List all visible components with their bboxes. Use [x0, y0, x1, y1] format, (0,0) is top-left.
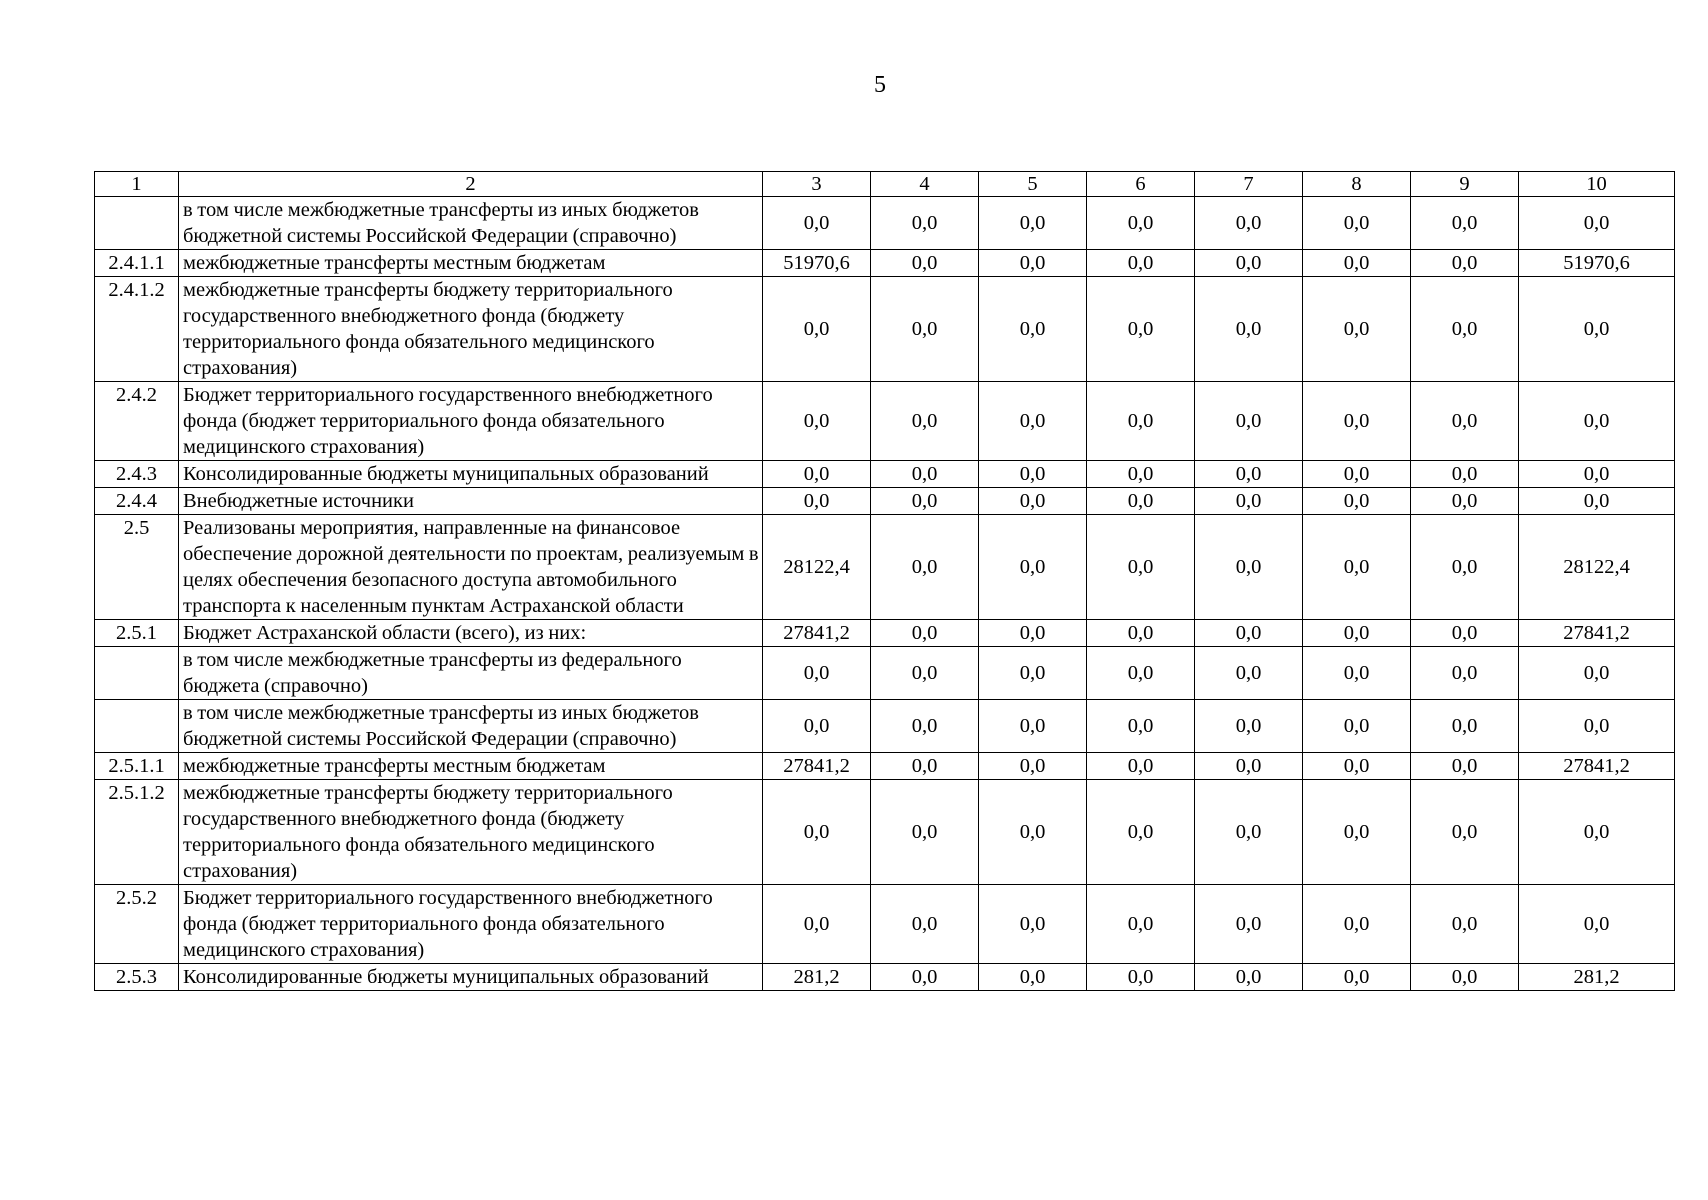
value-cell: 51970,6	[1519, 250, 1675, 277]
value-cell: 0,0	[871, 250, 979, 277]
table-row	[95, 964, 1675, 991]
row-name: в том числе межбюджетные трансферты из иных бюджетов бюджетной системы Российской Федерации (справочно)	[179, 197, 763, 250]
column-number: 1	[95, 172, 179, 197]
column-number: 9	[1411, 172, 1519, 197]
value-cell: 0,0	[1303, 753, 1411, 780]
row-code	[95, 197, 179, 250]
value-cell: 0,0	[763, 647, 871, 700]
value-cell: 0,0	[763, 780, 871, 885]
column-number: 5	[979, 172, 1087, 197]
column-number: 4	[871, 172, 979, 197]
row-name: Реализованы мероприятия, направленные на финансовое обеспечение дорожной деятельности по проектам, реализуемым в целях обеспечения безопасного доступа автомобильного транспорта к населенным пунктам Астраханской области	[179, 515, 763, 620]
value-cell: 0,0	[1195, 885, 1303, 964]
value-cell: 0,0	[1411, 488, 1519, 515]
value-cell: 0,0	[1303, 250, 1411, 277]
row-code: 2.4.2	[95, 382, 179, 461]
value-cell: 0,0	[1087, 461, 1195, 488]
value-cell: 0,0	[1195, 382, 1303, 461]
column-number: 6	[1087, 172, 1195, 197]
value-cell: 0,0	[1087, 620, 1195, 647]
value-cell: 27841,2	[763, 753, 871, 780]
value-cell: 0,0	[1195, 620, 1303, 647]
value-cell: 0,0	[1195, 964, 1303, 991]
value-cell: 0,0	[979, 197, 1087, 250]
row-code: 2.5.1.2	[95, 780, 179, 885]
value-cell: 0,0	[1411, 620, 1519, 647]
value-cell: 0,0	[1411, 753, 1519, 780]
value-cell: 0,0	[1195, 277, 1303, 382]
value-cell: 0,0	[1519, 277, 1675, 382]
value-cell: 0,0	[1087, 964, 1195, 991]
value-cell: 0,0	[1303, 197, 1411, 250]
column-number: 10	[1519, 172, 1675, 197]
value-cell: 0,0	[979, 277, 1087, 382]
column-number: 3	[763, 172, 871, 197]
value-cell: 0,0	[979, 488, 1087, 515]
value-cell: 0,0	[871, 964, 979, 991]
table-row	[95, 700, 1675, 753]
row-name: Бюджет территориального государственного внебюджетного фонда (бюджет территориального фонда обязательного медицинского страхования)	[179, 382, 763, 461]
row-name: в том числе межбюджетные трансферты из федерального бюджета (справочно)	[179, 647, 763, 700]
value-cell: 0,0	[1087, 250, 1195, 277]
column-number: 7	[1195, 172, 1303, 197]
value-cell: 0,0	[979, 382, 1087, 461]
value-cell: 0,0	[1195, 250, 1303, 277]
row-name: межбюджетные трансферты местным бюджетам	[179, 753, 763, 780]
table-row	[95, 277, 1675, 382]
budget-table	[94, 171, 1675, 991]
value-cell: 0,0	[871, 515, 979, 620]
value-cell: 0,0	[1411, 250, 1519, 277]
table-row	[95, 515, 1675, 620]
value-cell: 0,0	[763, 382, 871, 461]
row-name: Консолидированные бюджеты муниципальных образований	[179, 964, 763, 991]
value-cell: 0,0	[1303, 620, 1411, 647]
value-cell: 0,0	[871, 620, 979, 647]
value-cell: 0,0	[1087, 885, 1195, 964]
column-number: 2	[179, 172, 763, 197]
value-cell: 0,0	[1087, 780, 1195, 885]
value-cell: 27841,2	[763, 620, 871, 647]
value-cell: 0,0	[763, 197, 871, 250]
value-cell: 28122,4	[1519, 515, 1675, 620]
row-code: 2.5.1.1	[95, 753, 179, 780]
row-code: 2.4.1.2	[95, 277, 179, 382]
table-row	[95, 647, 1675, 700]
value-cell: 0,0	[979, 780, 1087, 885]
table-row	[95, 197, 1675, 250]
value-cell: 0,0	[979, 461, 1087, 488]
value-cell: 0,0	[1195, 753, 1303, 780]
value-cell: 0,0	[1303, 780, 1411, 885]
value-cell: 0,0	[871, 488, 979, 515]
value-cell: 0,0	[1303, 382, 1411, 461]
value-cell: 0,0	[1519, 461, 1675, 488]
value-cell: 0,0	[1411, 964, 1519, 991]
row-code: 2.5.2	[95, 885, 179, 964]
value-cell: 0,0	[1195, 197, 1303, 250]
table-row	[95, 620, 1675, 647]
value-cell: 0,0	[871, 700, 979, 753]
value-cell: 0,0	[763, 885, 871, 964]
value-cell: 0,0	[871, 780, 979, 885]
value-cell: 0,0	[763, 700, 871, 753]
row-name: межбюджетные трансферты бюджету территориального государственного внебюджетного фонда (бюджету территориального фонда обязательного медицинского страхования)	[179, 277, 763, 382]
value-cell: 0,0	[1195, 700, 1303, 753]
value-cell: 0,0	[1411, 197, 1519, 250]
value-cell: 0,0	[871, 461, 979, 488]
row-code: 2.5	[95, 515, 179, 620]
value-cell: 0,0	[763, 461, 871, 488]
value-cell: 28122,4	[763, 515, 871, 620]
value-cell: 281,2	[1519, 964, 1675, 991]
value-cell: 0,0	[1087, 488, 1195, 515]
value-cell: 0,0	[1303, 515, 1411, 620]
value-cell: 0,0	[1411, 461, 1519, 488]
value-cell: 0,0	[763, 277, 871, 382]
value-cell: 281,2	[763, 964, 871, 991]
value-cell: 0,0	[1519, 382, 1675, 461]
value-cell: 0,0	[1303, 700, 1411, 753]
row-name: Бюджет территориального государственного внебюджетного фонда (бюджет территориального фонда обязательного медицинского страхования)	[179, 885, 763, 964]
table-row	[95, 250, 1675, 277]
value-cell: 0,0	[871, 382, 979, 461]
value-cell: 0,0	[979, 700, 1087, 753]
row-code: 2.4.4	[95, 488, 179, 515]
row-name: Консолидированные бюджеты муниципальных образований	[179, 461, 763, 488]
value-cell: 0,0	[1087, 647, 1195, 700]
value-cell: 0,0	[1411, 277, 1519, 382]
value-cell: 0,0	[1087, 753, 1195, 780]
value-cell: 0,0	[1195, 461, 1303, 488]
value-cell: 0,0	[1087, 382, 1195, 461]
value-cell: 0,0	[1411, 700, 1519, 753]
value-cell: 0,0	[1519, 197, 1675, 250]
value-cell: 0,0	[871, 753, 979, 780]
column-number: 8	[1303, 172, 1411, 197]
table-row	[95, 382, 1675, 461]
value-cell: 0,0	[1303, 964, 1411, 991]
table-body	[95, 172, 1675, 991]
value-cell: 27841,2	[1519, 620, 1675, 647]
value-cell: 0,0	[1411, 885, 1519, 964]
value-cell: 0,0	[1303, 277, 1411, 382]
value-cell: 0,0	[1087, 277, 1195, 382]
row-name: в том числе межбюджетные трансферты из иных бюджетов бюджетной системы Российской Федерации (справочно)	[179, 700, 763, 753]
value-cell: 0,0	[871, 197, 979, 250]
table-row	[95, 461, 1675, 488]
value-cell: 0,0	[1195, 488, 1303, 515]
row-code: 2.4.3	[95, 461, 179, 488]
value-cell: 0,0	[1303, 461, 1411, 488]
table-row	[95, 753, 1675, 780]
value-cell: 51970,6	[763, 250, 871, 277]
value-cell: 0,0	[1087, 515, 1195, 620]
value-cell: 0,0	[1519, 885, 1675, 964]
value-cell: 0,0	[871, 647, 979, 700]
row-name: Внебюджетные источники	[179, 488, 763, 515]
value-cell: 0,0	[763, 488, 871, 515]
value-cell: 0,0	[1411, 780, 1519, 885]
value-cell: 0,0	[1519, 780, 1675, 885]
row-code: 2.5.1	[95, 620, 179, 647]
row-code: 2.5.3	[95, 964, 179, 991]
row-name: Бюджет Астраханской области (всего), из них:	[179, 620, 763, 647]
row-name: межбюджетные трансферты бюджету территориального государственного внебюджетного фонда (бюджету территориального фонда обязательного медицинского страхования)	[179, 780, 763, 885]
value-cell: 0,0	[979, 964, 1087, 991]
row-name: межбюджетные трансферты местным бюджетам	[179, 250, 763, 277]
page-number: 5	[874, 72, 886, 98]
value-cell: 0,0	[871, 885, 979, 964]
table-row	[95, 488, 1675, 515]
value-cell: 27841,2	[1519, 753, 1675, 780]
row-code	[95, 647, 179, 700]
value-cell: 0,0	[1411, 515, 1519, 620]
row-code: 2.4.1.1	[95, 250, 179, 277]
value-cell: 0,0	[979, 647, 1087, 700]
row-code	[95, 700, 179, 753]
value-cell: 0,0	[1303, 488, 1411, 515]
table-row	[95, 885, 1675, 964]
value-cell: 0,0	[1195, 780, 1303, 885]
value-cell: 0,0	[979, 620, 1087, 647]
value-cell: 0,0	[1519, 488, 1675, 515]
value-cell: 0,0	[1411, 382, 1519, 461]
value-cell: 0,0	[1411, 647, 1519, 700]
value-cell: 0,0	[1303, 647, 1411, 700]
value-cell: 0,0	[1195, 647, 1303, 700]
value-cell: 0,0	[1519, 647, 1675, 700]
value-cell: 0,0	[1087, 700, 1195, 753]
value-cell: 0,0	[979, 250, 1087, 277]
table-row	[95, 780, 1675, 885]
value-cell: 0,0	[1195, 515, 1303, 620]
value-cell: 0,0	[979, 885, 1087, 964]
value-cell: 0,0	[1303, 885, 1411, 964]
column-number-row	[95, 172, 1675, 197]
value-cell: 0,0	[979, 515, 1087, 620]
value-cell: 0,0	[1519, 700, 1675, 753]
value-cell: 0,0	[871, 277, 979, 382]
value-cell: 0,0	[979, 753, 1087, 780]
value-cell: 0,0	[1087, 197, 1195, 250]
